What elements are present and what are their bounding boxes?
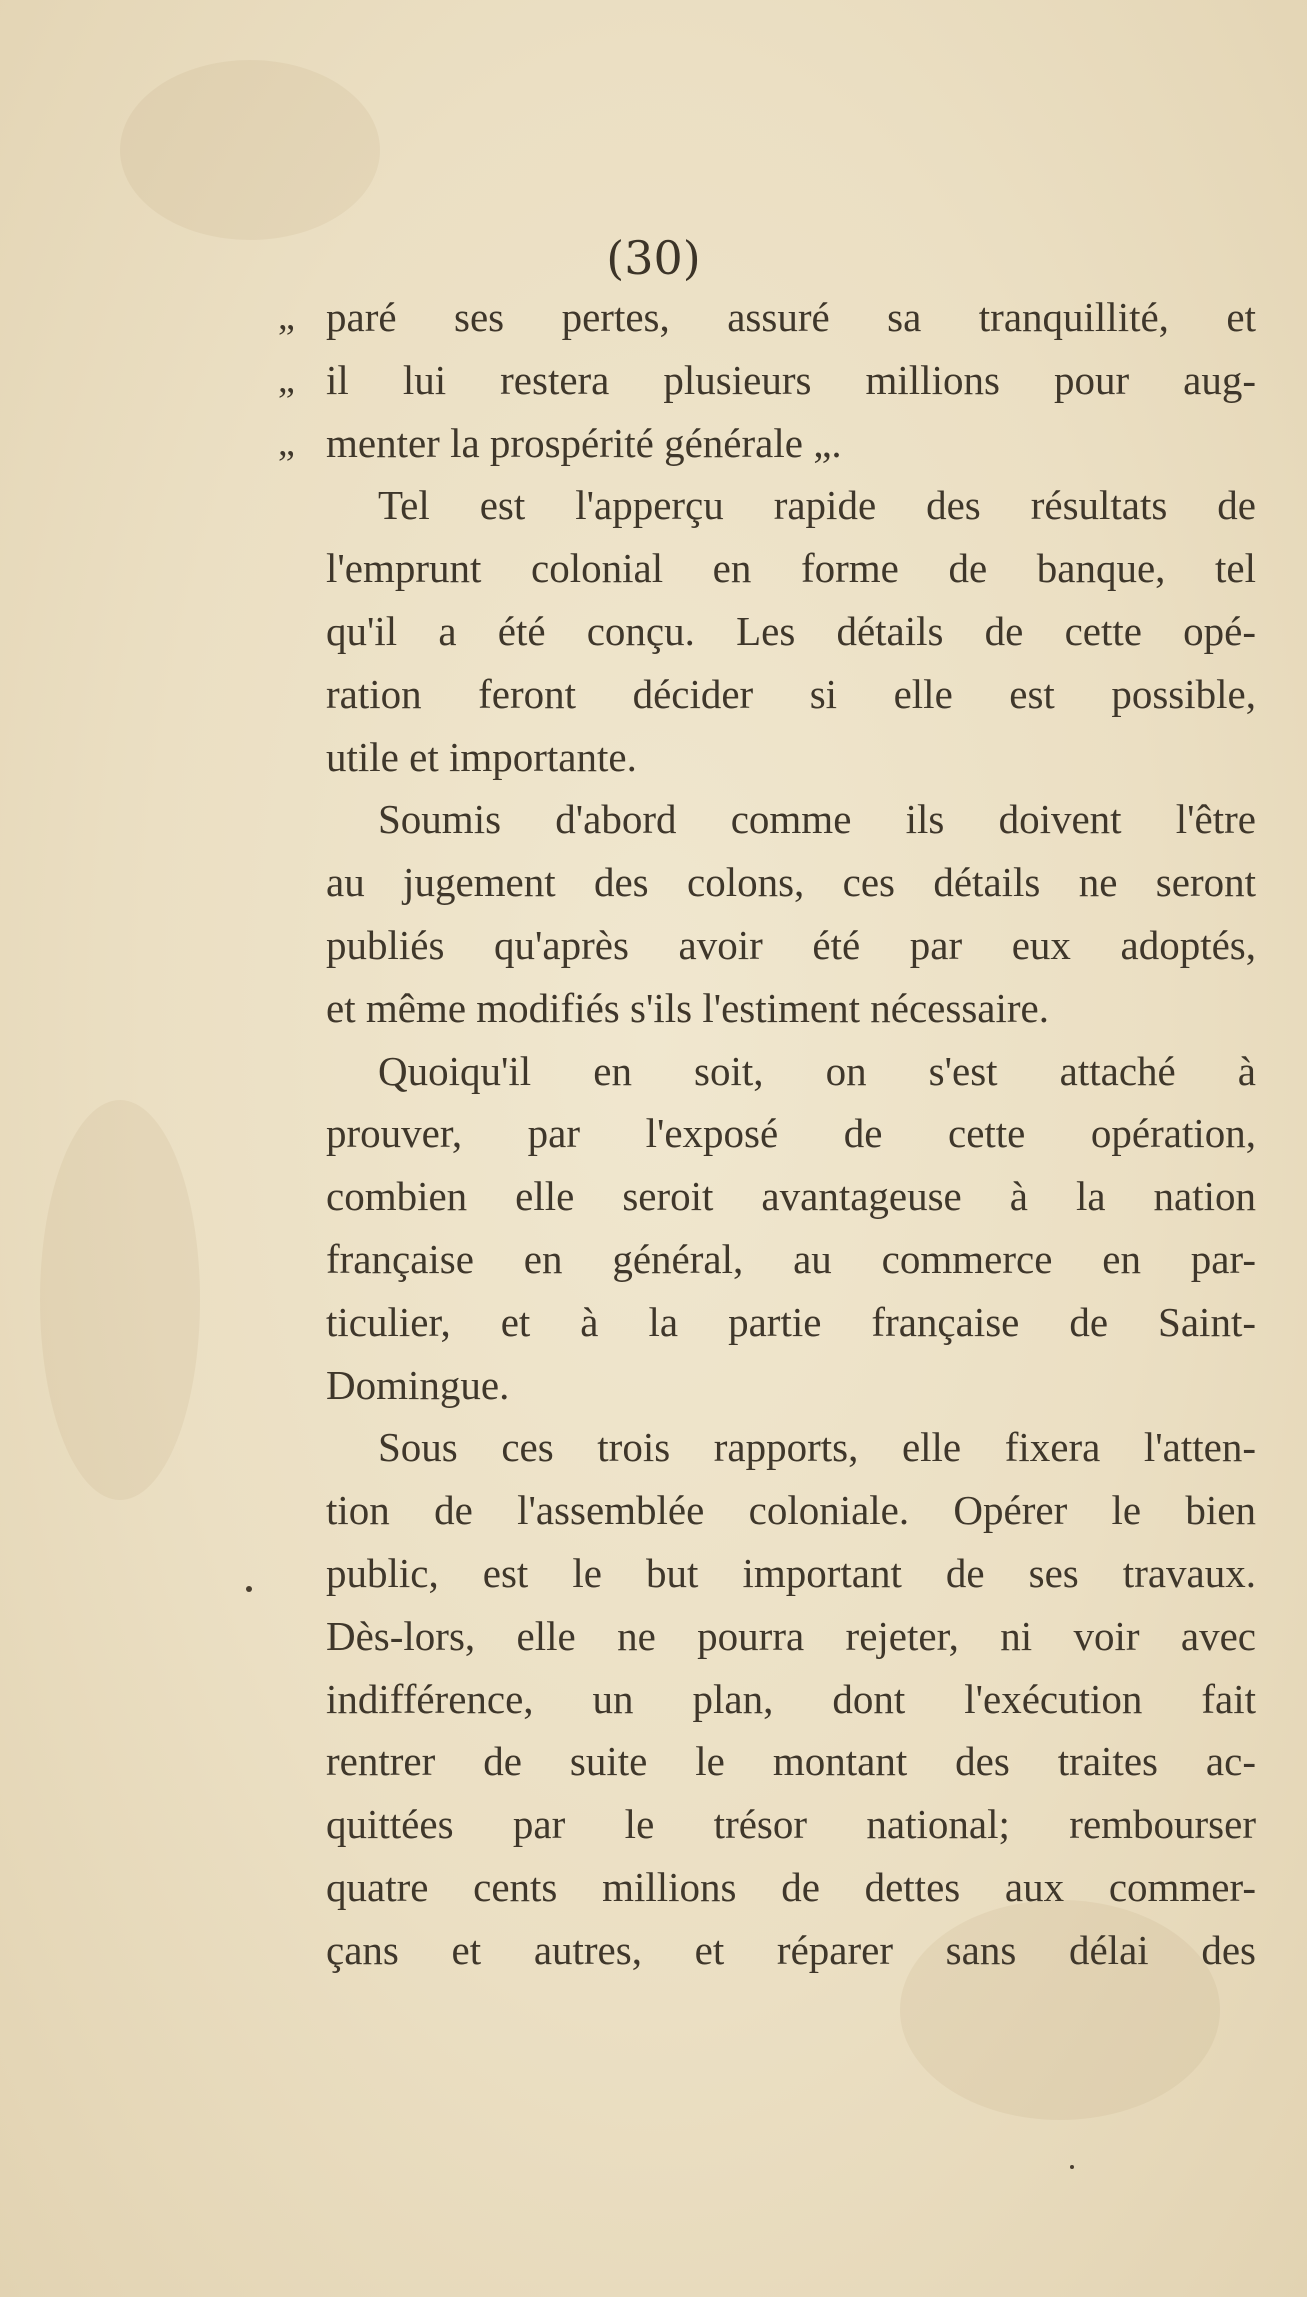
quotation-mark: „ [278,296,293,338]
text-line-content: rentrer de suite le montant des traites ac- [326,1738,1256,1785]
ink-speck [246,1586,252,1592]
text-line [326,1354,1256,1417]
text-line-content: au jugement des colons, ces détails ne seront [326,859,1256,906]
text-line [326,851,1256,914]
text-line [278,349,1256,412]
text-line-content: combien elle seroit avantageuse à la nation [326,1173,1256,1220]
text-line [326,537,1256,600]
text-line [326,1228,1256,1291]
text-line-content: tion de l'assemblée coloniale. Opérer le bien [326,1487,1256,1534]
text-line [326,1856,1256,1919]
text-line-content: indifférence, un plan, dont l'exécution fait [326,1675,1256,1722]
paper-stain [40,1100,200,1500]
text-line [326,1668,1256,1731]
text-line-content: qu'il a été conçu. Les détails de cette opé- [326,607,1256,654]
text-line [326,663,1256,726]
text-line [326,1605,1256,1668]
quotation-mark: „ [278,358,293,401]
text-line-content: utile et importante. [326,733,637,780]
body-text [278,286,1256,1982]
text-line [326,600,1256,663]
text-line [326,1165,1256,1228]
text-line-content: ration feront décider si elle est possible, [326,670,1256,717]
text-line [326,1102,1256,1165]
text-line-content: ticulier, et à la partie française de Saint- [326,1298,1256,1345]
text-line-content: Soumis d'abord comme ils doivent l'être [378,796,1256,843]
text-line-content: quittées par le trésor national; rembourser [326,1801,1256,1848]
quotation-mark: „ [278,421,293,464]
text-line-content: paré ses pertes, assuré sa tranquillité, et [326,294,1256,340]
text-line-content: Tel est l'apperçu rapide des résultats de [378,482,1256,529]
text-line-content: çans et autres, et réparer sans délai des [326,1926,1256,1973]
text-line-content: Sous ces trois rapports, elle fixera l'atten- [378,1424,1256,1471]
text-line [326,914,1256,977]
text-line-content: Quoiqu'il en soit, on s'est attaché à [378,1047,1256,1094]
text-line [326,474,1256,537]
text-line-content: il lui restera plusieurs millions pour aug- [326,356,1256,403]
text-line-content: Dès-lors, elle ne pourra rejeter, ni voir avec [326,1612,1256,1659]
text-line [278,412,1256,475]
text-line [326,1793,1256,1856]
ink-speck [1070,2165,1074,2169]
text-line [326,1542,1256,1605]
text-line [326,1919,1256,1982]
text-line [326,1479,1256,1542]
paper-stain [120,60,380,240]
text-line-content: publiés qu'après avoir été par eux adoptés, [326,921,1256,968]
text-line [326,1730,1256,1793]
text-line-content: Domingue. [326,1361,510,1408]
text-line [326,726,1256,789]
text-line [326,788,1256,851]
text-line-content: française en général, au commerce en par- [326,1235,1256,1282]
text-line-content: l'emprunt colonial en forme de banque, tel [326,545,1256,592]
text-line [326,1040,1256,1103]
text-line-content: quatre cents millions de dettes aux commer- [326,1863,1256,1910]
text-line-content: menter la prospérité générale „. [326,419,842,466]
text-line-content: prouver, par l'exposé de cette opération, [326,1110,1256,1157]
text-line [278,286,1256,349]
text-line [326,1416,1256,1479]
text-line [326,977,1256,1040]
text-line-content: public, est le but important de ses travaux. [326,1549,1256,1596]
text-line-content: et même modifiés s'ils l'estiment nécessaire. [326,984,1049,1031]
page-number: (30) [606,231,701,285]
text-line [326,1291,1256,1354]
